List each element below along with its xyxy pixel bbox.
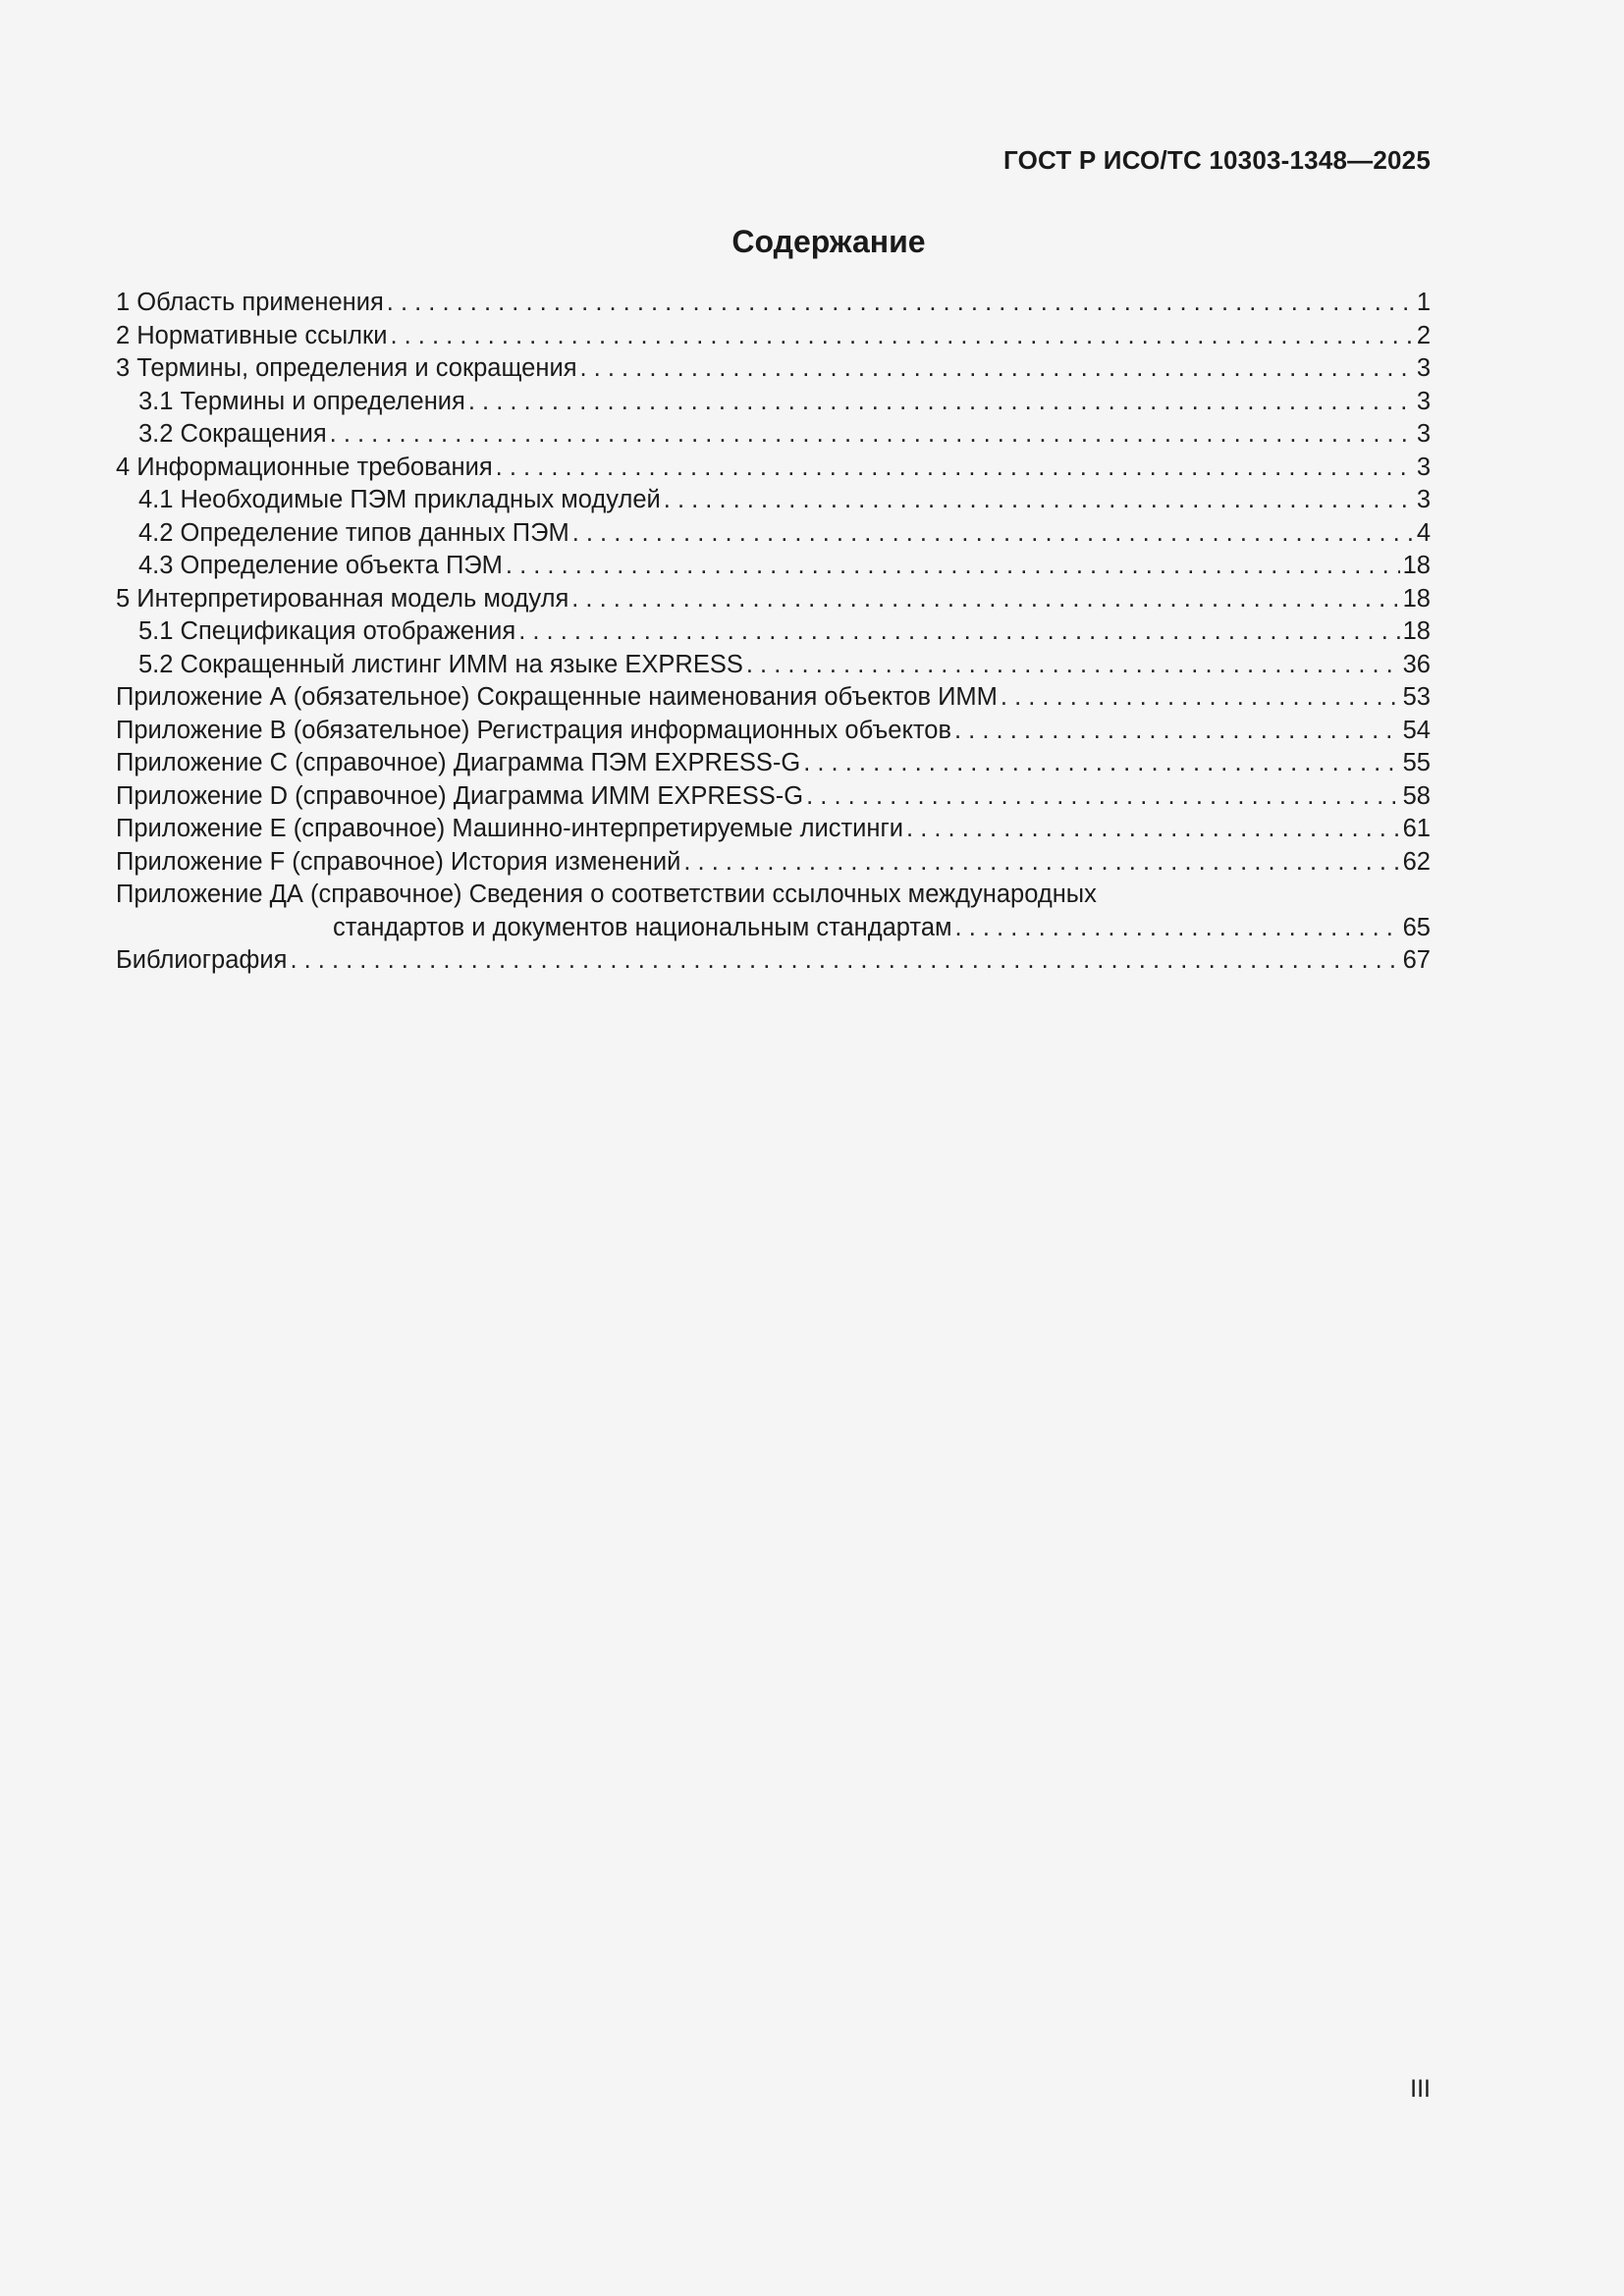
- toc-entry-5-1[interactable]: [116, 615, 1431, 649]
- toc-entry-label: 5 Интерпретированная модель модуля: [116, 584, 569, 613]
- dot-leader: [330, 418, 1414, 452]
- dot-leader: [806, 780, 1399, 814]
- dot-leader: [506, 550, 1400, 583]
- dot-leader: [906, 813, 1400, 846]
- toc-entry-page: 65: [1402, 913, 1431, 941]
- toc-entry-label: Приложение С (справочное) Диаграмма ПЭМ EXPRESS-G: [116, 749, 801, 776]
- toc-entry-page: 2: [1416, 321, 1431, 349]
- toc-entry-page: 18: [1402, 552, 1431, 579]
- table-of-contents: [116, 287, 1431, 978]
- toc-entry-page: 61: [1402, 815, 1431, 842]
- toc-entry-label: 5.1 Спецификация отображения: [138, 617, 516, 645]
- toc-entry-label: 4 Информационные требования: [116, 453, 493, 481]
- dot-leader: [571, 583, 1399, 616]
- dot-leader: [955, 912, 1400, 945]
- toc-entry-label: 3.1 Термины и определения: [138, 387, 465, 415]
- toc-entry-page: 58: [1402, 781, 1431, 810]
- toc-entry-appendix-c[interactable]: [116, 747, 1431, 780]
- toc-entry-label: Приложение А (обязательное) Сокращенные наименования объектов ИММ: [116, 683, 998, 711]
- toc-entry-page: 62: [1402, 847, 1431, 876]
- toc-entry-appendix-da[interactable]: [116, 879, 1431, 912]
- toc-entry-page: 54: [1402, 716, 1431, 744]
- toc-entry-label: Приложение Е (справочное) Машинно-интерпретируемые листинги: [116, 815, 904, 842]
- toc-entry-4-2[interactable]: [116, 517, 1431, 551]
- toc-entry-appendix-e[interactable]: [116, 813, 1431, 846]
- toc-entry-3-1[interactable]: [116, 386, 1431, 419]
- toc-entry-page: 18: [1402, 584, 1431, 613]
- dot-leader: [954, 715, 1400, 748]
- toc-entry-label: Библиография: [116, 946, 288, 974]
- toc-entry-page: 4: [1416, 518, 1431, 547]
- toc-entry-appendix-b[interactable]: [116, 715, 1431, 748]
- toc-entry-page: 3: [1416, 486, 1431, 513]
- toc-entry-appendix-d[interactable]: [116, 780, 1431, 814]
- dot-leader: [683, 846, 1399, 880]
- toc-entry-5[interactable]: [116, 583, 1431, 616]
- toc-entry-appendix-f[interactable]: [116, 846, 1431, 880]
- dot-leader: [468, 386, 1414, 419]
- toc-entry-page: 18: [1402, 617, 1431, 645]
- dot-leader: [390, 320, 1413, 353]
- document-code: ГОСТ Р ИСО/ТС 10303-1348—2025: [1002, 145, 1431, 175]
- toc-entry-label: 4.1 Необходимые ПЭМ прикладных модулей: [138, 486, 661, 513]
- toc-entry-label: Приложение F (справочное) История изменений: [116, 847, 681, 876]
- toc-entry-1[interactable]: [116, 287, 1431, 320]
- toc-entry-page: 55: [1402, 749, 1431, 776]
- toc-entry-label: Приложение В (обязательное) Регистрация информационных объектов: [116, 716, 952, 744]
- dot-leader: [496, 452, 1414, 485]
- dot-leader: [1001, 681, 1400, 715]
- toc-entry-page: 3: [1416, 387, 1431, 415]
- dot-leader: [664, 484, 1414, 517]
- toc-entry-appendix-a[interactable]: [116, 681, 1431, 715]
- toc-entry-3-2[interactable]: [116, 418, 1431, 452]
- toc-entry-2[interactable]: [116, 320, 1431, 353]
- toc-entry-label: 4.2 Определение типов данных ПЭМ: [138, 518, 569, 547]
- dot-leader: [746, 649, 1400, 682]
- dot-leader: [803, 747, 1399, 780]
- toc-entry-label: 5.2 Сокращенный листинг ИММ на языке EXPRESS: [138, 650, 743, 678]
- toc-entry-label: 2 Нормативные ссылки: [116, 321, 388, 349]
- dot-leader: [290, 944, 1399, 978]
- page-number: III: [1410, 2075, 1431, 2103]
- toc-entry-4-3[interactable]: [116, 550, 1431, 583]
- toc-entry-label: 4.3 Определение объекта ПЭМ: [138, 552, 503, 579]
- toc-entry-3[interactable]: [116, 352, 1431, 386]
- dot-leader: [580, 352, 1414, 386]
- toc-entry-label-continuation: стандартов и документов национальным стандартам: [333, 913, 952, 941]
- dot-leader: [387, 287, 1414, 320]
- toc-entry-label: Приложение ДА (справочное) Сведения о соответствии ссылочных международных: [116, 881, 1097, 908]
- toc-entry-label: 3 Термины, определения и сокращения: [116, 354, 577, 382]
- toc-entry-label: Приложение D (справочное) Диаграмма ИММ EXPRESS-G: [116, 781, 804, 810]
- toc-entry-page: 3: [1416, 453, 1431, 481]
- toc-entry-4-1[interactable]: [116, 484, 1431, 517]
- toc-entry-appendix-da-continuation[interactable]: [116, 912, 1431, 945]
- toc-entry-label: 1 Область применения: [116, 289, 384, 316]
- toc-entry-page: 3: [1416, 354, 1431, 382]
- toc-entry-bibliography[interactable]: [116, 944, 1431, 978]
- toc-entry-page: 3: [1416, 420, 1431, 448]
- toc-entry-page: 67: [1402, 946, 1431, 974]
- toc-entry-page: 1: [1416, 289, 1431, 316]
- toc-title: Содержание: [731, 224, 926, 259]
- toc-entry-label: 3.2 Сокращения: [138, 420, 327, 448]
- toc-entry-5-2[interactable]: [116, 649, 1431, 682]
- dot-leader: [518, 615, 1399, 649]
- toc-entry-page: 53: [1402, 683, 1431, 711]
- toc-entry-page: 36: [1402, 650, 1431, 678]
- dot-leader: [572, 517, 1414, 551]
- toc-entry-4[interactable]: [116, 452, 1431, 485]
